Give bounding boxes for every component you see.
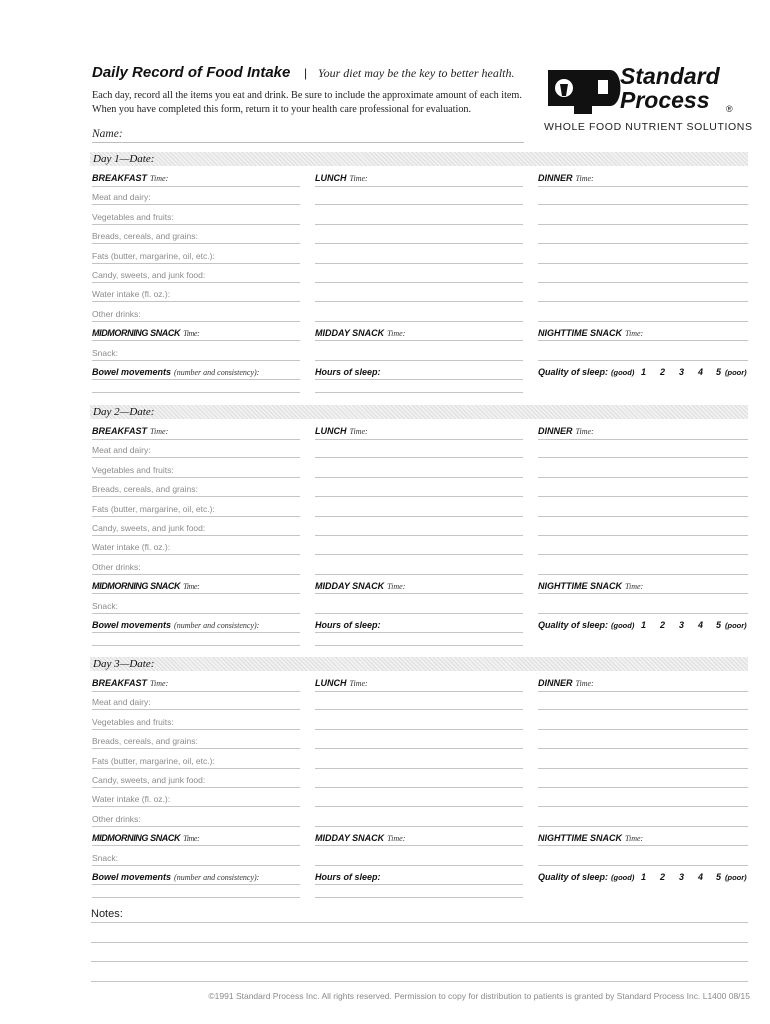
day-1-nighttime-snack-time-label: Time: (625, 329, 644, 339)
good-label: (good) (611, 873, 635, 882)
day-3-entry-line[interactable] (538, 768, 748, 769)
day-3-entry-line[interactable] (315, 729, 523, 730)
day-2-entry-line[interactable] (315, 457, 523, 458)
day-3-entry-line[interactable] (538, 691, 748, 692)
day-1-category-label: Vegetables and fruits: (92, 211, 174, 222)
sleep-rating-2[interactable]: 2 (660, 620, 666, 630)
logo-tagline: WHOLE FOOD NUTRIENT SOLUTIONS (544, 121, 753, 133)
day-1-entry-line[interactable] (538, 360, 748, 361)
day-1-lunch-label (315, 173, 368, 183)
day-3-entry-line[interactable] (92, 709, 300, 710)
day-3-lunch-label (315, 678, 368, 688)
day-1-entry-line[interactable] (538, 224, 748, 225)
day-1-entry-line[interactable] (315, 263, 523, 264)
day-2-category-label: Water intake (fl. oz.): (92, 542, 171, 553)
notes-line[interactable] (91, 981, 748, 982)
day-2-sleep-quality-scale (538, 620, 748, 632)
day-1-entry-line[interactable] (315, 224, 523, 225)
day-1-category-label: Other drinks: (92, 308, 141, 319)
day-3-dinner-time-label: Time: (575, 679, 594, 688)
sleep-rating-4[interactable]: 4 (698, 367, 704, 377)
day-1-dinner-heading: DINNER (538, 173, 573, 183)
notes-line[interactable] (91, 922, 748, 923)
day-1-entry-line[interactable] (92, 340, 300, 341)
day-3-entry-line[interactable] (92, 845, 300, 846)
day-3-entry-line[interactable] (538, 748, 748, 749)
poor-label: (poor) (725, 621, 747, 630)
day-1-snack-label: Snack: (92, 347, 118, 358)
logo-wordmark-line1: Standard (620, 63, 720, 89)
day-1-entry-line[interactable] (538, 321, 748, 322)
day-2-lunch-time-label: Time: (349, 427, 368, 436)
day-3-entry-line[interactable] (315, 865, 523, 866)
day-2-entry-line[interactable] (315, 535, 523, 536)
day-3-category-label: Fats (butter, margarine, oil, etc.): (92, 755, 215, 766)
day-1-entry-line[interactable] (315, 360, 523, 361)
sleep-rating-5[interactable]: 5 (716, 872, 722, 882)
day-2-category-label: Other drinks: (92, 561, 141, 572)
day-1-entry-line[interactable] (92, 321, 300, 322)
sleep-rating-2[interactable]: 2 (660, 367, 666, 377)
day-3-entry-line[interactable] (315, 691, 523, 692)
day-2-snack-label: Snack: (92, 600, 118, 611)
day-1-entry-line[interactable] (538, 204, 748, 205)
day-2-entry-line[interactable] (92, 645, 300, 646)
bowel-heading: Bowel movements (92, 367, 172, 377)
day-2-entry-line[interactable] (315, 554, 523, 555)
day-3-breakfast-label (92, 678, 168, 688)
day-3-entry-line[interactable] (538, 729, 748, 730)
day-3-header-bar (90, 657, 748, 671)
day-2-entry-line[interactable] (538, 477, 748, 478)
day-3-sleep-hours-label (315, 872, 381, 882)
sleep-rating-2[interactable]: 2 (660, 872, 666, 882)
day-2-entry-line[interactable] (538, 554, 748, 555)
day-2-lunch-label (315, 426, 368, 436)
sleep-rating-3[interactable]: 3 (679, 367, 685, 377)
day-3-entry-line[interactable] (92, 729, 300, 730)
day-1-midmorning-snack-label (92, 328, 199, 338)
day-2-midmorning-snack-time-label: Time: (183, 582, 200, 592)
day-3-breakfast-heading: BREAKFAST (92, 678, 148, 688)
day-3-midmorning-snack-label (92, 833, 199, 843)
day-2-entry-line[interactable] (315, 593, 523, 594)
day-1-entry-line[interactable] (538, 301, 748, 302)
day-1-entry-line[interactable] (315, 186, 523, 187)
day-2-category-label: Candy, sweets, and junk food: (92, 523, 206, 533)
sleep-rating-5[interactable]: 5 (716, 367, 722, 377)
day-1-nighttime-snack-heading: NIGHTTIME SNACK (538, 328, 622, 339)
day-2-entry-line[interactable] (315, 439, 523, 440)
day-2-entry-line[interactable] (92, 477, 300, 478)
day-2-breakfast-heading: BREAKFAST (92, 426, 148, 436)
day-2-midday-snack-label (315, 581, 405, 591)
day-2-sleep-hours-label (315, 620, 381, 630)
day-3-midday-snack-heading: MIDDAY SNACK (315, 833, 385, 844)
day-1-bowel-label (92, 367, 259, 377)
day-2-entry-line[interactable] (315, 496, 523, 497)
day-1-dinner-time-label: Time: (575, 174, 594, 183)
day-1-header-bar (90, 152, 748, 166)
day-3-entry-line[interactable] (315, 806, 523, 807)
sleep-hours-heading: Hours of sleep: (315, 367, 381, 377)
day-3-category-label: Other drinks: (92, 813, 141, 824)
day-3-entry-line[interactable] (538, 845, 748, 846)
day-3-entry-line[interactable] (538, 826, 748, 827)
day-3-entry-line[interactable] (92, 768, 300, 769)
day-3-nighttime-snack-label (538, 833, 643, 843)
name-label: Name: (92, 128, 123, 140)
day-2-entry-line[interactable] (315, 645, 523, 646)
poor-label: (poor) (725, 873, 747, 882)
sleep-rating-3[interactable]: 3 (679, 872, 685, 882)
day-2-entry-line[interactable] (92, 613, 300, 614)
day-2-entry-line[interactable] (315, 516, 523, 517)
day-1-entry-line[interactable] (315, 379, 523, 380)
day-3-sleep-quality-scale (538, 872, 748, 884)
day-3-midday-snack-label (315, 833, 405, 843)
day-3-entry-line[interactable] (92, 897, 300, 898)
day-3-entry-line[interactable] (92, 691, 300, 692)
day-1-midmorning-snack-time-label: Time: (183, 329, 200, 339)
sleep-rating-3[interactable]: 3 (679, 620, 685, 630)
day-1-entry-line[interactable] (538, 340, 748, 341)
day-2-midmorning-snack-label (92, 581, 199, 591)
day-2-entry-line[interactable] (538, 574, 748, 575)
day-3-entry-line[interactable] (92, 884, 300, 885)
day-2-entry-line[interactable] (92, 632, 300, 633)
day-2-entry-line[interactable] (315, 477, 523, 478)
day-1-category-label: Fats (butter, margarine, oil, etc.): (92, 250, 215, 261)
bowel-heading: Bowel movements (92, 872, 172, 882)
day-2-category-label: Fats (butter, margarine, oil, etc.): (92, 503, 215, 514)
day-1-entry-line[interactable] (315, 282, 523, 283)
day-1-breakfast-label (92, 173, 168, 183)
day-2-entry-line[interactable] (92, 554, 300, 555)
sleep-quality-heading: Quality of sleep: (538, 872, 609, 882)
sleep-quality-heading: Quality of sleep: (538, 367, 609, 377)
day-2-entry-line[interactable] (92, 535, 300, 536)
day-2-date-label: Day 2—Date: (93, 406, 155, 418)
sleep-hours-heading: Hours of sleep: (315, 872, 381, 882)
day-1-entry-line[interactable] (315, 340, 523, 341)
day-3-entry-line[interactable] (538, 787, 748, 788)
day-1-category-label: Breads, cereals, and grains: (92, 231, 198, 242)
sleep-quality-heading: Quality of sleep: (538, 620, 609, 630)
day-2-entry-line[interactable] (92, 516, 300, 517)
day-3-entry-line[interactable] (538, 865, 748, 866)
sleep-rating-4[interactable]: 4 (698, 620, 704, 630)
sleep-rating-1[interactable]: 1 (641, 872, 647, 882)
day-1-breakfast-time-label: Time: (150, 174, 169, 183)
day-3-entry-line[interactable] (315, 787, 523, 788)
day-1-entry-line[interactable] (92, 243, 300, 244)
header-tagline: Your diet may be the key to better health. (318, 66, 515, 80)
day-1-entry-line[interactable] (92, 282, 300, 283)
day-1-entry-line[interactable] (538, 186, 748, 187)
day-3-category-label: Vegetables and fruits: (92, 716, 174, 727)
name-field-line[interactable] (92, 142, 524, 143)
day-1-entry-line[interactable] (92, 301, 300, 302)
day-3-bowel-label (92, 872, 259, 882)
notes-label: Notes: (91, 908, 123, 920)
day-2-entry-line[interactable] (538, 457, 748, 458)
day-2-breakfast-label (92, 426, 168, 436)
day-1-entry-line[interactable] (315, 321, 523, 322)
day-3-midday-snack-time-label: Time: (387, 834, 406, 844)
day-1-dinner-label (538, 173, 594, 183)
day-3-entry-line[interactable] (315, 709, 523, 710)
day-3-entry-line[interactable] (92, 806, 300, 807)
title-separator: | (304, 66, 308, 80)
day-1-entry-line[interactable] (538, 243, 748, 244)
day-2-dinner-label (538, 426, 594, 436)
bowel-note: (number and consistency): (174, 873, 260, 882)
day-1-category-label: Meat and dairy: (92, 192, 151, 203)
day-2-entry-line[interactable] (315, 632, 523, 633)
notes-line[interactable] (91, 942, 748, 943)
day-2-midmorning-snack-heading: MIDMORNING SNACK (92, 581, 181, 592)
day-1-midmorning-snack-heading: MIDMORNING SNACK (92, 328, 181, 339)
day-2-entry-line[interactable] (92, 457, 300, 458)
day-1-category-label: Candy, sweets, and junk food: (92, 270, 206, 280)
day-2-category-label: Breads, cereals, and grains: (92, 484, 198, 495)
day-2-entry-line[interactable] (538, 535, 748, 536)
day-1-entry-line[interactable] (315, 204, 523, 205)
day-1-entry-line[interactable] (538, 263, 748, 264)
day-3-entry-line[interactable] (92, 787, 300, 788)
day-2-entry-line[interactable] (92, 593, 300, 594)
day-3-entry-line[interactable] (315, 897, 523, 898)
day-1-midday-snack-time-label: Time: (387, 329, 406, 339)
day-1-breakfast-heading: BREAKFAST (92, 173, 148, 183)
day-2-lunch-heading: LUNCH (315, 426, 347, 436)
day-3-category-label: Breads, cereals, and grains: (92, 736, 198, 747)
day-2-header-bar (90, 405, 748, 419)
day-3-entry-line[interactable] (92, 865, 300, 866)
day-2-category-label: Vegetables and fruits: (92, 464, 174, 475)
day-1-entry-line[interactable] (92, 204, 300, 205)
day-3-entry-line[interactable] (315, 748, 523, 749)
day-1-entry-line[interactable] (538, 282, 748, 283)
day-3-entry-line[interactable] (538, 806, 748, 807)
day-3-snack-label: Snack: (92, 852, 118, 863)
bowel-heading: Bowel movements (92, 620, 172, 630)
day-2-entry-line[interactable] (538, 593, 748, 594)
day-3-category-label: Candy, sweets, and junk food: (92, 775, 206, 785)
logo-wordmark-line2: Process (620, 87, 710, 113)
day-3-entry-line[interactable] (315, 884, 523, 885)
copyright-footer: ©1991 Standard Process Inc. All rights reserved. Permission to copy for distribution to patients is granted by Standard Process Inc. L1400 08/15 (208, 991, 750, 1001)
day-2-dinner-time-label: Time: (575, 427, 594, 436)
day-3-midmorning-snack-heading: MIDMORNING SNACK (92, 833, 181, 844)
day-1-nighttime-snack-label (538, 328, 643, 338)
day-3-dinner-heading: DINNER (538, 678, 573, 688)
day-1-date-label: Day 1—Date: (93, 153, 155, 165)
day-3-entry-line[interactable] (92, 826, 300, 827)
bowel-note: (number and consistency): (174, 368, 260, 377)
form-title: Daily Record of Food Intake (92, 64, 291, 81)
good-label: (good) (611, 621, 635, 630)
day-2-entry-line[interactable] (538, 516, 748, 517)
sleep-rating-1[interactable]: 1 (641, 620, 647, 630)
day-2-midday-snack-time-label: Time: (387, 582, 406, 592)
day-1-entry-line[interactable] (315, 243, 523, 244)
day-3-category-label: Water intake (fl. oz.): (92, 794, 171, 805)
day-3-lunch-heading: LUNCH (315, 678, 347, 688)
day-3-midmorning-snack-time-label: Time: (183, 834, 200, 844)
day-1-entry-line[interactable] (92, 263, 300, 264)
day-1-entry-line[interactable] (92, 392, 300, 393)
day-1-entry-line[interactable] (92, 379, 300, 380)
sleep-rating-1[interactable]: 1 (641, 367, 647, 377)
day-1-sleep-quality-scale (538, 367, 748, 379)
day-1-category-label: Water intake (fl. oz.): (92, 289, 171, 300)
day-3-entry-line[interactable] (315, 768, 523, 769)
sleep-rating-4[interactable]: 4 (698, 872, 704, 882)
day-2-entry-line[interactable] (538, 613, 748, 614)
day-3-entry-line[interactable] (315, 826, 523, 827)
day-3-category-label: Meat and dairy: (92, 697, 151, 708)
day-2-entry-line[interactable] (315, 613, 523, 614)
notes-line[interactable] (91, 961, 748, 962)
day-2-nighttime-snack-label (538, 581, 643, 591)
day-1-entry-line[interactable] (315, 301, 523, 302)
day-2-nighttime-snack-heading: NIGHTTIME SNACK (538, 581, 622, 592)
day-2-entry-line[interactable] (538, 439, 748, 440)
day-1-sleep-hours-label (315, 367, 381, 377)
day-2-breakfast-time-label: Time: (150, 427, 169, 436)
sleep-hours-heading: Hours of sleep: (315, 620, 381, 630)
poor-label: (poor) (725, 368, 747, 377)
day-2-midday-snack-heading: MIDDAY SNACK (315, 581, 385, 592)
sleep-rating-5[interactable]: 5 (716, 620, 722, 630)
day-3-entry-line[interactable] (315, 845, 523, 846)
day-1-entry-line[interactable] (92, 224, 300, 225)
day-2-entry-line[interactable] (92, 574, 300, 575)
logo-registered-mark: ® (726, 104, 733, 114)
day-3-date-label: Day 3—Date: (93, 658, 155, 670)
day-2-entry-line[interactable] (538, 496, 748, 497)
day-2-category-label: Meat and dairy: (92, 445, 151, 456)
day-2-bowel-label (92, 620, 259, 630)
day-3-lunch-time-label: Time: (349, 679, 368, 688)
day-2-entry-line[interactable] (315, 574, 523, 575)
day-2-entry-line[interactable] (92, 496, 300, 497)
day-1-midday-snack-heading: MIDDAY SNACK (315, 328, 385, 339)
day-3-dinner-label (538, 678, 594, 688)
day-3-breakfast-time-label: Time: (150, 679, 169, 688)
day-1-entry-line[interactable] (92, 186, 300, 187)
day-1-lunch-time-label: Time: (349, 174, 368, 183)
day-1-midday-snack-label (315, 328, 405, 338)
day-3-nighttime-snack-heading: NIGHTTIME SNACK (538, 833, 622, 844)
instructions-text: Each day, record all the items you eat and drink. Be sure to include the approximate amount of each item. When you have completed this form, return it to your health care professional for evaluation. (92, 90, 522, 115)
day-2-entry-line[interactable] (92, 439, 300, 440)
day-1-lunch-heading: LUNCH (315, 173, 347, 183)
bowel-note: (number and consistency): (174, 621, 260, 630)
day-1-entry-line[interactable] (315, 392, 523, 393)
day-3-entry-line[interactable] (92, 748, 300, 749)
day-3-entry-line[interactable] (538, 709, 748, 710)
day-2-nighttime-snack-time-label: Time: (625, 582, 644, 592)
day-3-nighttime-snack-time-label: Time: (625, 834, 644, 844)
day-1-entry-line[interactable] (92, 360, 300, 361)
good-label: (good) (611, 368, 635, 377)
day-2-dinner-heading: DINNER (538, 426, 573, 436)
